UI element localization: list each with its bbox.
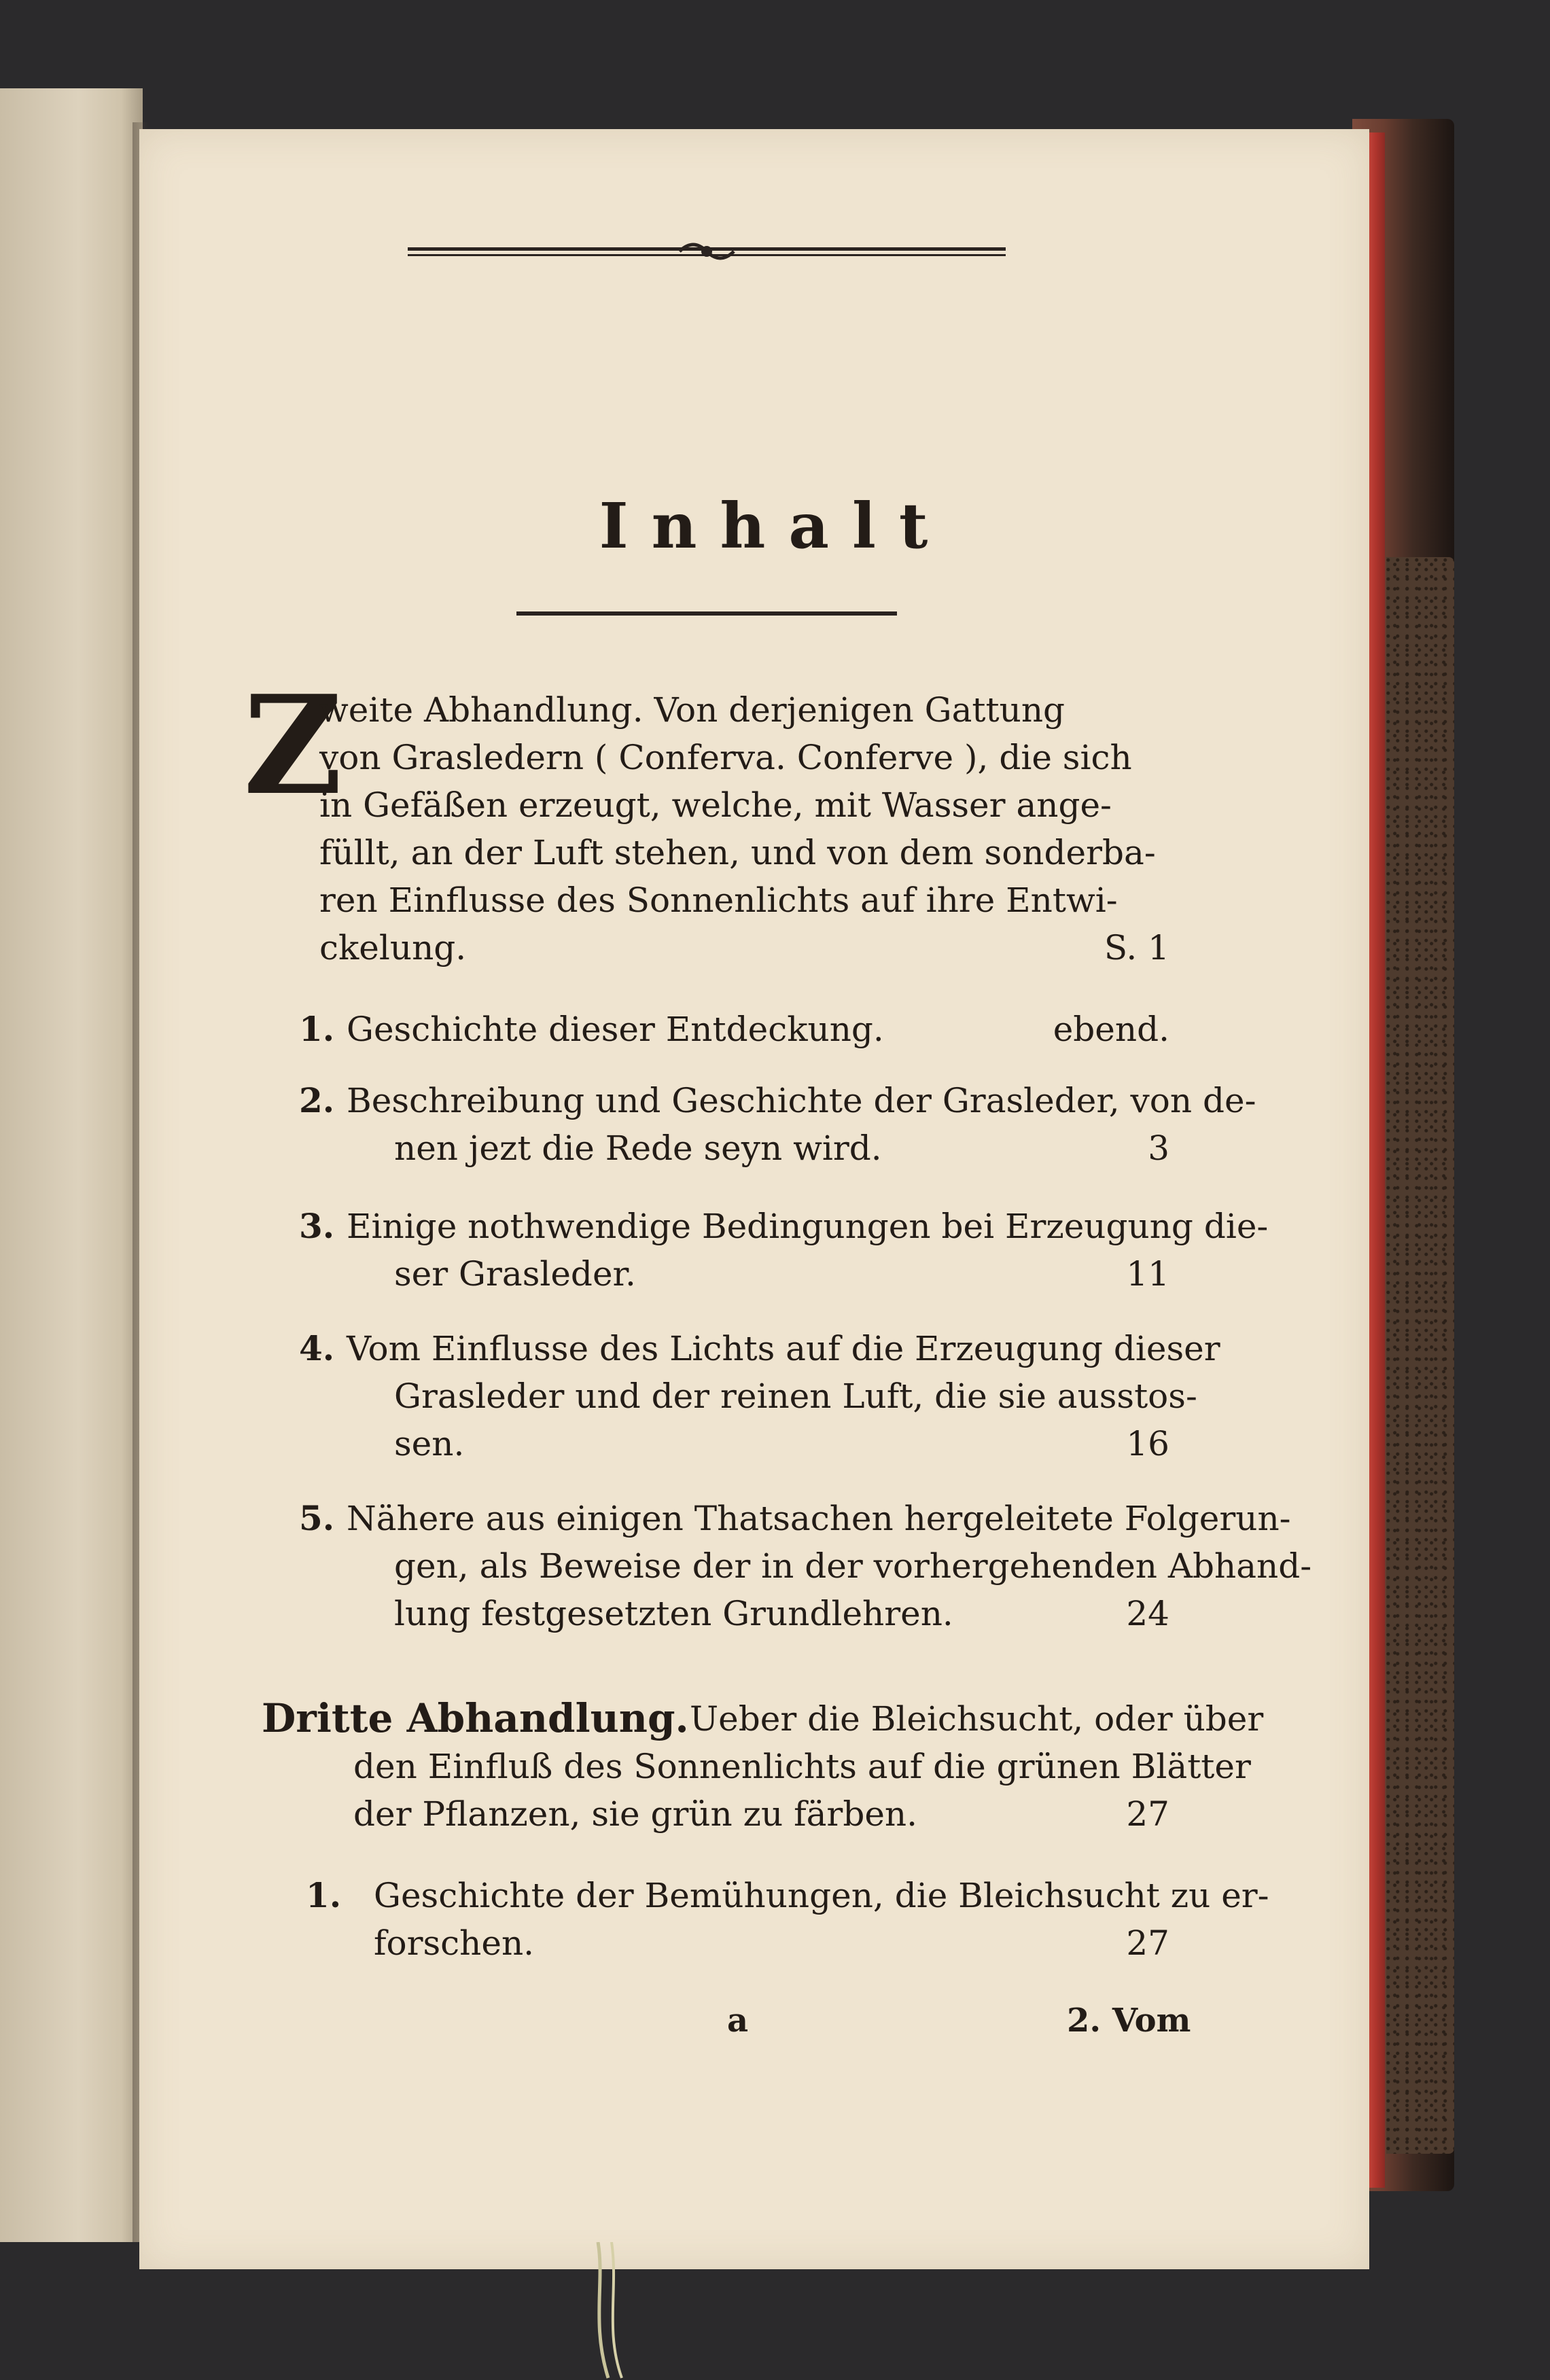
intro-line-5: ren Einflusse des Sonnenlichts auf ihre Entwi- bbox=[319, 881, 1118, 920]
section-heading: Dritte Abhandlung. bbox=[262, 1695, 689, 1741]
entry-2-number: 2. bbox=[299, 1080, 335, 1120]
entry-b1-page-ref: 27 bbox=[1126, 1923, 1169, 1963]
entry-1-line-1: Geschichte dieser Entdeckung. bbox=[347, 1010, 884, 1049]
entry-5-line-1: Nähere aus einigen Thatsachen hergeleitete Folgerun- bbox=[347, 1499, 1291, 1538]
entry-5-number: 5. bbox=[299, 1498, 335, 1538]
entry-3-number: 3. bbox=[299, 1206, 335, 1246]
entry-2-line-1: Beschreibung und Geschichte der Grasleder, von de- bbox=[347, 1081, 1256, 1120]
entry-b1-line-1: Geschichte der Bemühungen, die Bleichsucht zu er- bbox=[374, 1876, 1269, 1915]
entry-3-line-1: Einige nothwendige Bedingungen bei Erzeugung die- bbox=[347, 1207, 1269, 1246]
section-line-1: Ueber die Bleichsucht, oder über bbox=[690, 1699, 1264, 1739]
entry-1-number: 1. bbox=[299, 1009, 335, 1049]
ornament-rule bbox=[408, 238, 1006, 265]
entry-5-line-2: gen, als Beweise der in der vorhergehenden Abhand- bbox=[394, 1546, 1312, 1586]
section-page-ref: 27 bbox=[1126, 1794, 1169, 1834]
catchword: 2. Vom bbox=[1067, 2002, 1191, 2040]
entry-4-number: 4. bbox=[299, 1328, 335, 1368]
intro-line-2: von Grasledern ( Conferva. Conferve ), die sich bbox=[319, 738, 1132, 777]
entry-3-page-ref: 11 bbox=[1126, 1254, 1169, 1294]
entry-b1-number: 1. bbox=[306, 1875, 342, 1915]
intro-line-6: ckelung. bbox=[319, 928, 467, 967]
signature-mark: a bbox=[727, 2002, 749, 2040]
entry-5-page-ref: 24 bbox=[1126, 1594, 1169, 1633]
book-page bbox=[139, 129, 1369, 2269]
section-line-3: der Pflanzen, sie grün zu färben. bbox=[353, 1794, 918, 1834]
entry-2-page-ref: 3 bbox=[1148, 1129, 1169, 1168]
bookmark-thread bbox=[584, 2242, 639, 2380]
title-rule bbox=[516, 611, 897, 616]
cover-texture bbox=[1386, 557, 1454, 2154]
drop-initial: Z bbox=[243, 666, 342, 825]
intro-page-ref: S. 1 bbox=[1104, 928, 1169, 967]
page-title: Inhalt bbox=[599, 489, 951, 563]
entry-5-line-3: lung festgesetzten Grundlehren. bbox=[394, 1594, 953, 1633]
intro-line-3: in Gefäßen erzeugt, welche, mit Wasser ange- bbox=[319, 785, 1112, 825]
entry-3-line-2: ser Grasleder. bbox=[394, 1254, 636, 1294]
section-line-2: den Einfluß des Sonnenlichts auf die grünen Blätter bbox=[353, 1747, 1251, 1786]
entry-b1-line-2: forschen. bbox=[374, 1923, 535, 1963]
left-page-edge bbox=[0, 88, 143, 2242]
entry-4-line-3: sen. bbox=[394, 1424, 465, 1463]
entry-4-line-2: Grasleder und der reinen Luft, die sie ausstos- bbox=[394, 1377, 1197, 1416]
entry-2-line-2: nen jezt die Rede seyn wird. bbox=[394, 1129, 882, 1168]
entry-4-line-1: Vom Einflusse des Lichts auf die Erzeugung dieser bbox=[347, 1329, 1220, 1368]
entry-4-page-ref: 16 bbox=[1126, 1424, 1169, 1463]
intro-line-1: weite Abhandlung. Von derjenigen Gattung bbox=[319, 690, 1065, 730]
intro-line-4: füllt, an der Luft stehen, und von dem sonderba- bbox=[319, 833, 1156, 872]
entry-1-page-ref: ebend. bbox=[1053, 1010, 1169, 1049]
